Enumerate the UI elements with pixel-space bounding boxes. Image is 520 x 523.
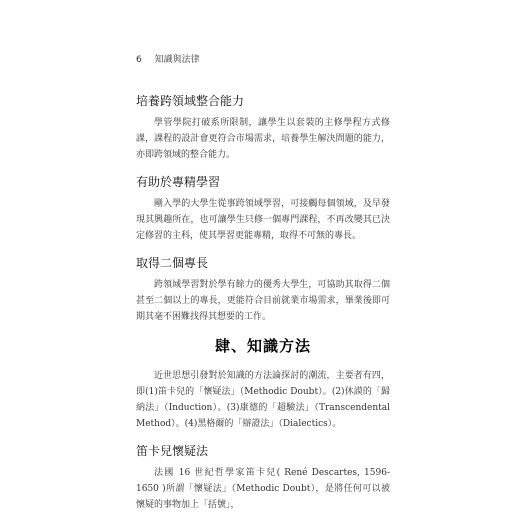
chapter-title: 肆、知識方法 — [214, 337, 311, 355]
running-header — [136, 52, 200, 65]
section-body-integration: 學管學院打破系所限制，讓學生以套裝的主修學程方式修課，課程的設計會更符合市場需求，培養學生解決問題的能力，亦即跨領域的整合能力。 — [136, 118, 390, 160]
page-content — [136, 92, 390, 523]
page-number: 6 — [136, 55, 142, 65]
running-title: 知識與法律 — [154, 55, 200, 65]
section-heading-specialized-learning: 有助於專精學習 — [136, 175, 221, 189]
section-body-two-specialties: 跨領域學習對於學有餘力的優秀大學生，可協助其取得二個甚至二個以上的專長，更能符合目前就業市場需求，畢業後即可期其毫不困難找得其想要的工作。 — [136, 280, 390, 322]
subsection-heading-descartes: 笛卡兒懷疑法 — [136, 444, 209, 458]
subsection-body-descartes: 法國 16 世紀哲學家笛卡兒( René Descartes, 1596-1650 )所謂「懷疑法」（Methodic Doubt），是將任何可以被懷疑的事物加上「括號」， — [136, 468, 390, 510]
section-heading-two-specialties: 取得二個專長 — [136, 256, 209, 270]
chapter-intro-paragraph: 近世思想引發對於知識的方法論探討的潮流，主要者有四，即(1)笛卡兒的「懷疑法」（Methodic Doubt）。(2)休謨的「歸納法」（Induction）。(3)康德的「超驗法」（Transcendental Method）。(4)黑格爾的「辯證法」（Dialectics）。 — [136, 371, 390, 429]
section-heading-integration: 培養跨領域整合能力 — [136, 94, 245, 108]
section-body-specialized-learning: 剛入學的大學生從事跨領域學習，可接觸每個領域，及早發現其興趣所在，也可讓學生只修一個專門課程，不再改變其已決定修習的主科，使其學習更能專精，取得不可無的專長。 — [136, 199, 390, 241]
